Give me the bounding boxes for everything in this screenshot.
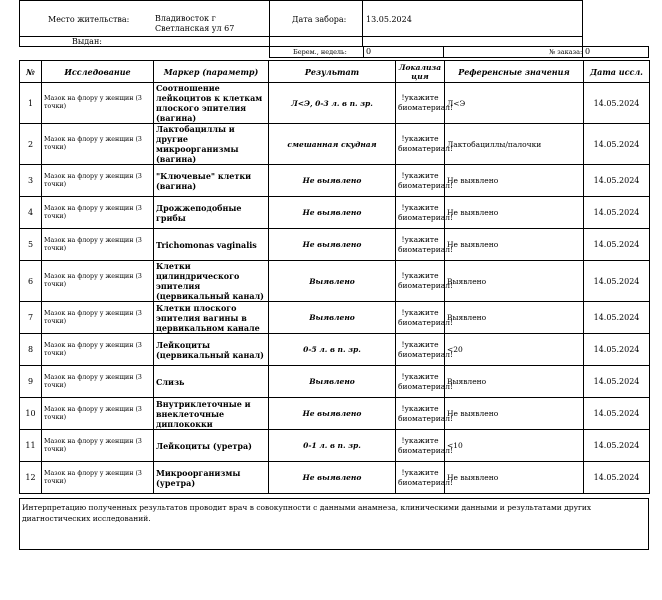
order-line-bottom (269, 57, 649, 58)
col-localization: Локализация (396, 61, 445, 83)
row-date: 14.05.2024 (584, 430, 650, 462)
info-hline-bottom (19, 46, 649, 47)
row-reference: Лактобациллы/палочки (445, 124, 584, 165)
pregnancy-label: Берем., недель: (293, 48, 347, 56)
table-row (20, 229, 650, 261)
row-study: Мазок на флору у женщин (3 точки) (42, 261, 154, 302)
row-number: 12 (20, 462, 42, 494)
row-study: Мазок на флору у женщин (3 точки) (42, 366, 154, 398)
order-line-left (269, 46, 270, 58)
order-line-div2 (443, 46, 444, 58)
issued-label: Выдан: (72, 37, 102, 46)
row-number: 10 (20, 398, 42, 430)
row-date: 14.05.2024 (584, 197, 650, 229)
row-number: 9 (20, 366, 42, 398)
row-result: Не выявлено (269, 398, 396, 430)
row-date: 14.05.2024 (584, 124, 650, 165)
row-localization: !укажите биоматериал! (396, 124, 445, 165)
row-study: Мазок на флору у женщин (3 точки) (42, 302, 154, 334)
row-date: 14.05.2024 (584, 366, 650, 398)
results-table (19, 60, 650, 494)
row-study: Мазок на флору у женщин (3 точки) (42, 334, 154, 366)
row-result: 0-1 л. в п. зр. (269, 430, 396, 462)
row-reference: Не выявлено (445, 197, 584, 229)
row-localization: !укажите биоматериал! (396, 302, 445, 334)
row-localization: !укажите биоматериал! (396, 261, 445, 302)
row-date: 14.05.2024 (584, 398, 650, 430)
row-marker: "Ключевые" клетки (вагина) (154, 165, 269, 197)
row-study: Мазок на флору у женщин (3 точки) (42, 229, 154, 261)
order-label: № заказа: (549, 48, 583, 56)
row-date: 14.05.2024 (584, 165, 650, 197)
row-reference: Не выявлено (445, 462, 584, 494)
row-result: смешанная скудная (269, 124, 396, 165)
top-rule-right (582, 0, 583, 46)
info-divider-2 (362, 0, 363, 46)
top-rule (19, 0, 582, 1)
row-localization: !укажите биоматериал! (396, 462, 445, 494)
row-reference: <10 (445, 430, 584, 462)
table-row (20, 302, 650, 334)
row-localization: !укажите биоматериал! (396, 366, 445, 398)
table-row (20, 165, 650, 197)
table-row (20, 462, 650, 494)
row-reference: <20 (445, 334, 584, 366)
table-row (20, 430, 650, 462)
row-result: Выявлено (269, 366, 396, 398)
row-study: Мазок на флору у женщин (3 точки) (42, 83, 154, 124)
col-result: Результат (269, 61, 396, 83)
row-date: 14.05.2024 (584, 334, 650, 366)
col-marker: Маркер (параметр) (154, 61, 269, 83)
row-study: Мазок на флору у женщин (3 точки) (42, 197, 154, 229)
row-study: Мазок на флору у женщин (3 точки) (42, 398, 154, 430)
pregnancy-value: 0 (366, 47, 372, 56)
row-result: Не выявлено (269, 165, 396, 197)
row-result: Не выявлено (269, 197, 396, 229)
row-reference: Не выявлено (445, 165, 584, 197)
row-localization: !укажите биоматериал! (396, 334, 445, 366)
table-row (20, 124, 650, 165)
info-hline (19, 36, 582, 37)
row-marker: Внутриклеточные и внеклеточные диплококки (154, 398, 269, 430)
row-result: Выявлено (269, 302, 396, 334)
row-number: 1 (20, 83, 42, 124)
row-number: 3 (20, 165, 42, 197)
residence-value: Владивосток г Светланская ул 67 (155, 14, 235, 33)
row-number: 4 (20, 197, 42, 229)
row-marker: Слизь (154, 366, 269, 398)
row-localization: !укажите биоматериал! (396, 398, 445, 430)
row-number: 8 (20, 334, 42, 366)
table-row (20, 261, 650, 302)
order-line-div1 (363, 46, 364, 58)
col-num: № (20, 61, 42, 83)
row-marker: Лейкоциты (уретра) (154, 430, 269, 462)
table-row (20, 398, 650, 430)
row-reference: Л<Э (445, 83, 584, 124)
row-result: Не выявлено (269, 462, 396, 494)
row-date: 14.05.2024 (584, 261, 650, 302)
row-localization: !укажите биоматериал! (396, 229, 445, 261)
row-result: Выявлено (269, 261, 396, 302)
row-number: 5 (20, 229, 42, 261)
row-result: Не выявлено (269, 229, 396, 261)
row-marker: Микроорганизмы (уретра) (154, 462, 269, 494)
row-result: 0-5 л. в п. зр. (269, 334, 396, 366)
row-localization: !укажите биоматериал! (396, 83, 445, 124)
row-reference: Не выявлено (445, 229, 584, 261)
table-row (20, 83, 650, 124)
row-number: 6 (20, 261, 42, 302)
residence-label: Место жительства: (48, 15, 130, 24)
row-marker: Дрожжеподобные грибы (154, 197, 269, 229)
row-marker: Лейкоциты (цервикальный канал) (154, 334, 269, 366)
table-header-row (20, 61, 650, 83)
col-date: Дата иссл. (584, 61, 650, 83)
table-row (20, 334, 650, 366)
sample-date-value: 13.05.2024 (366, 15, 412, 24)
row-marker: Клетки цилиндрического эпителия (цервикальный канал) (154, 261, 269, 302)
row-date: 14.05.2024 (584, 462, 650, 494)
row-reference: Выявлено (445, 261, 584, 302)
row-number: 2 (20, 124, 42, 165)
row-date: 14.05.2024 (584, 229, 650, 261)
row-study: Мазок на флору у женщин (3 точки) (42, 430, 154, 462)
info-divider-1 (269, 0, 270, 46)
row-reference: Выявлено (445, 302, 584, 334)
col-study: Исследование (42, 61, 154, 83)
row-localization: !укажите биоматериал! (396, 165, 445, 197)
footer-note: Интерпретацию полученных результатов проводит врач в совокупности с данными анамнеза, клиническими данными и результатами других диагностических исследований. (19, 498, 649, 550)
table-row (20, 366, 650, 398)
row-study: Мазок на флору у женщин (3 точки) (42, 124, 154, 165)
row-marker: Клетки плоского эпителия вагины в цервикальном канале (154, 302, 269, 334)
row-reference: Не выявлено (445, 398, 584, 430)
row-localization: !укажите биоматериал! (396, 430, 445, 462)
row-study: Мазок на флору у женщин (3 точки) (42, 462, 154, 494)
row-marker: Соотношение лейкоцитов к клеткам плоского эпителия (вагина) (154, 83, 269, 124)
row-marker: Лактобациллы и другие микроорганизмы (вагина) (154, 124, 269, 165)
row-number: 11 (20, 430, 42, 462)
row-date: 14.05.2024 (584, 302, 650, 334)
row-localization: !укажите биоматериал! (396, 197, 445, 229)
info-left-border (19, 0, 20, 46)
col-reference: Референсные значения (445, 61, 584, 83)
row-study: Мазок на флору у женщин (3 точки) (42, 165, 154, 197)
sample-date-label: Дата забора: (292, 15, 347, 24)
row-reference: Выявлено (445, 366, 584, 398)
row-number: 7 (20, 302, 42, 334)
row-date: 14.05.2024 (584, 83, 650, 124)
row-result: Л<Э, 0-3 л. в п. зр. (269, 83, 396, 124)
order-line-right (648, 46, 649, 58)
row-marker: Trichomonas vaginalis (154, 229, 269, 261)
order-value: 0 (585, 47, 591, 56)
table-row (20, 197, 650, 229)
